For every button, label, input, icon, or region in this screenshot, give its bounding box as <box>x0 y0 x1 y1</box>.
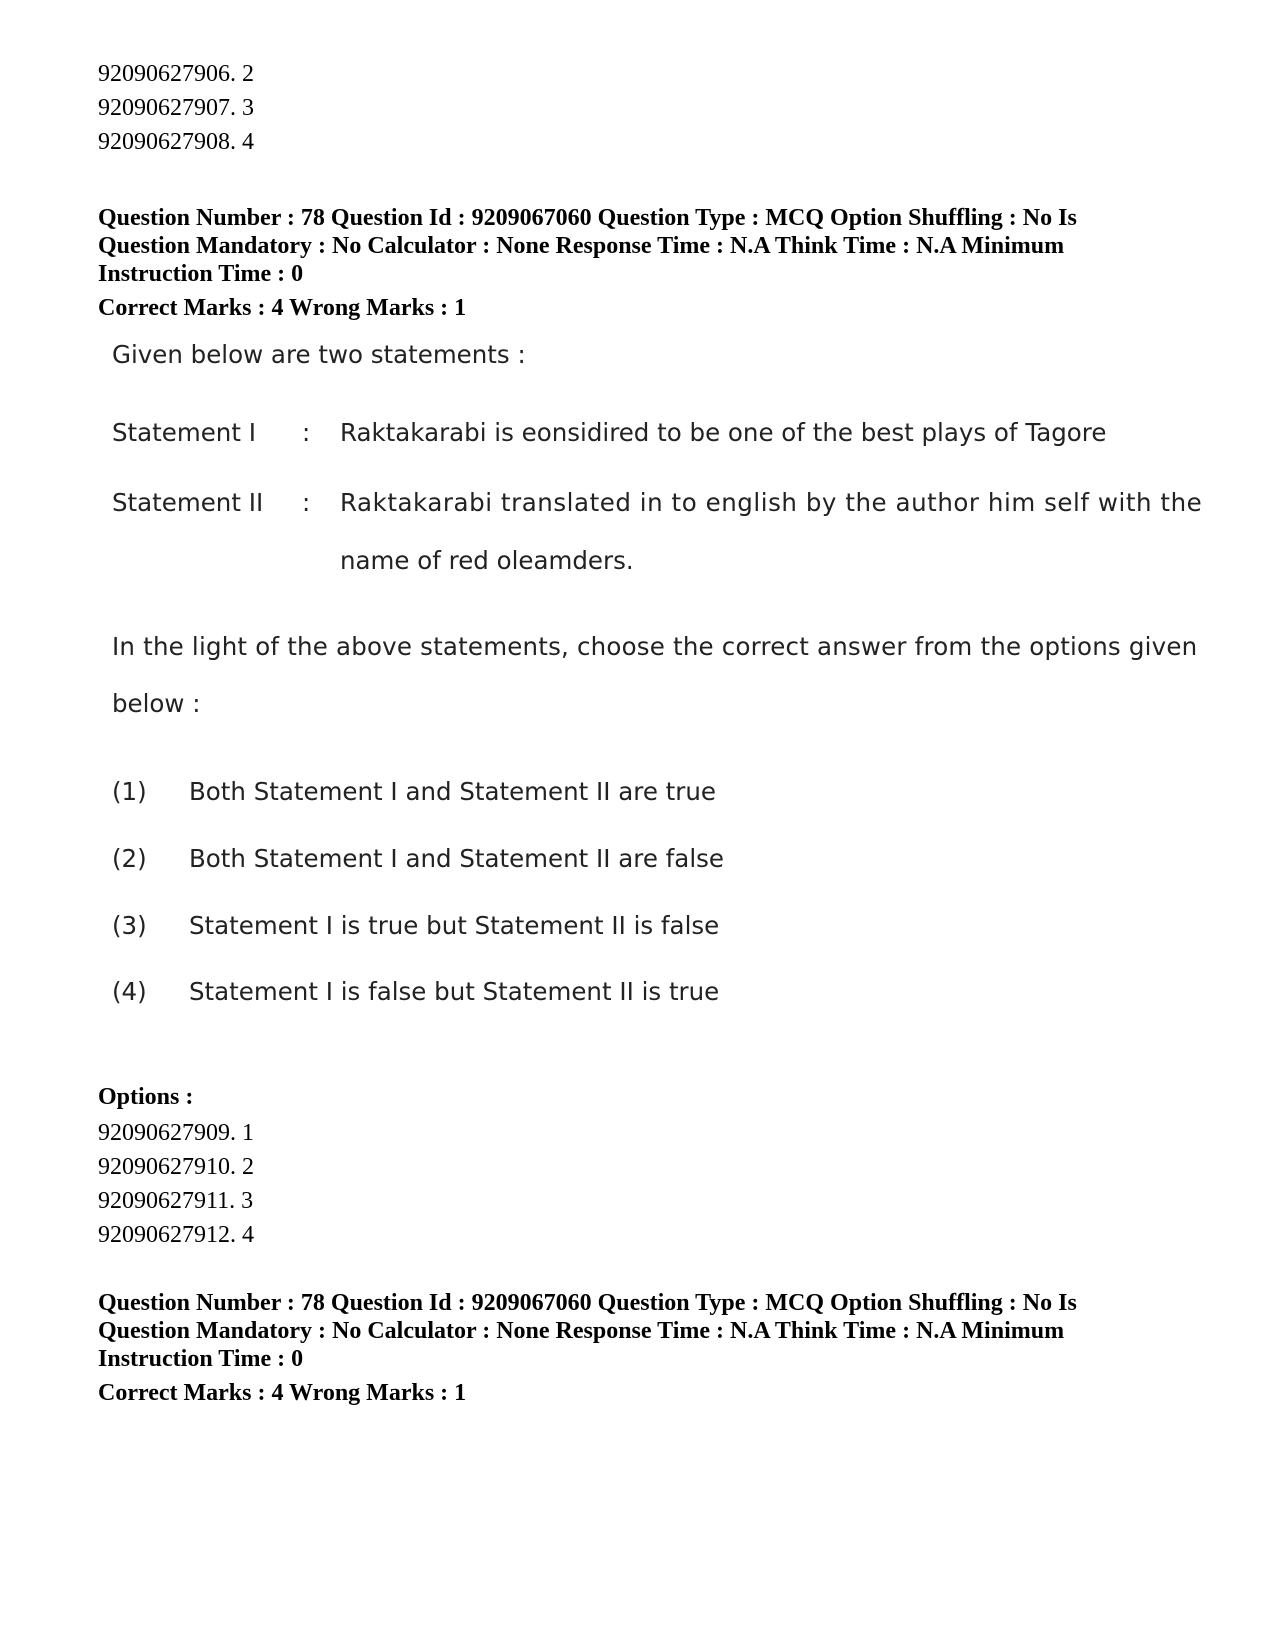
next-question-header <box>98 1289 1188 1407</box>
question-prompt: In the light of the above statements, choose the correct answer from the options given <box>112 632 1198 661</box>
options-label: Options : <box>98 1084 194 1110</box>
question-meta-line: Question Mandatory : No Calculator : None Response Time : N.A Think Time : N.A Minimum <box>98 233 1065 259</box>
choice-2 <box>112 844 912 874</box>
options-list <box>98 1116 254 1252</box>
question-meta-line: Question Mandatory : No Calculator : None Response Time : N.A Think Time : N.A Minimum <box>98 1318 1065 1344</box>
statement-colon: : <box>302 418 311 447</box>
statement-1 <box>112 418 1122 448</box>
option-item: 92090627908. 4 <box>98 129 254 155</box>
statement-colon: : <box>302 488 311 517</box>
choice-number: (3) <box>112 911 147 940</box>
option-item: 92090627911. 3 <box>98 1188 254 1214</box>
statement-text: Raktakarabi is eonsidired to be one of the best plays of Tagore <box>340 418 1107 447</box>
choice-1 <box>112 777 912 807</box>
statement-2 <box>112 488 1203 578</box>
choice-number: (2) <box>112 844 147 873</box>
option-item: 92090627909. 1 <box>98 1120 254 1146</box>
question-meta-line: Question Number : 78 Question Id : 9209067060 Question Type : MCQ Option Shuffling : No Is <box>98 205 1077 231</box>
choice-text: Both Statement I and Statement II are true <box>189 777 716 806</box>
statement-text-continued: name of red oleamders. <box>340 546 634 575</box>
option-item: 92090627910. 2 <box>98 1154 254 1180</box>
choice-text: Statement I is false but Statement II is true <box>189 977 720 1006</box>
choice-text: Both Statement I and Statement II are false <box>189 844 724 873</box>
question-meta-line: Question Number : 78 Question Id : 9209067060 Question Type : MCQ Option Shuffling : No Is <box>98 1290 1077 1316</box>
option-item: 92090627907. 3 <box>98 95 254 121</box>
option-item: 92090627912. 4 <box>98 1222 254 1248</box>
statement-text: Raktakarabi translated in to english by the author him self with the <box>340 488 1203 517</box>
question-header <box>98 204 1188 322</box>
question-prompt-continued: below : <box>112 689 201 718</box>
statement-label: Statement I <box>112 418 256 447</box>
previous-options-list <box>98 57 254 159</box>
question-meta-line: Instruction Time : 0 <box>98 261 304 287</box>
question-meta-line: Instruction Time : 0 <box>98 1346 304 1372</box>
choice-number: (1) <box>112 777 147 806</box>
choice-3 <box>112 911 912 941</box>
marks-line: Correct Marks : 4 Wrong Marks : 1 <box>98 295 467 321</box>
question-intro: Given below are two statements : <box>112 340 526 369</box>
marks-line: Correct Marks : 4 Wrong Marks : 1 <box>98 1380 467 1406</box>
option-item: 92090627906. 2 <box>98 61 254 87</box>
statement-label: Statement II <box>112 488 264 517</box>
choice-text: Statement I is true but Statement II is false <box>189 911 720 940</box>
choice-4 <box>112 977 912 1007</box>
choice-number: (4) <box>112 977 147 1006</box>
